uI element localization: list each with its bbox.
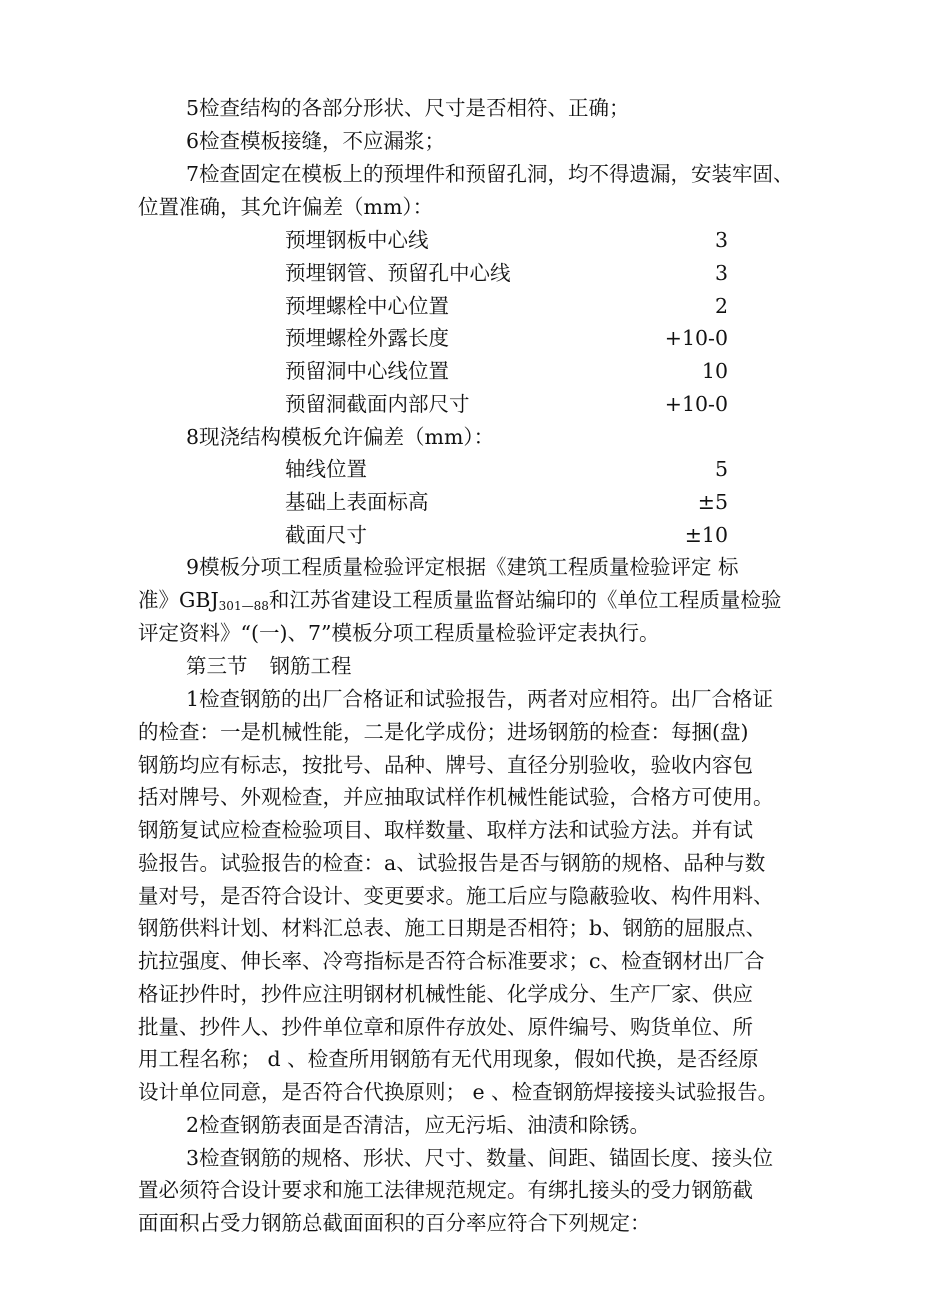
- rebar-paragraph-1-line: 量对号，是否符合设计、变更要求。施工后应与隐蔽验收、构件用料、: [138, 884, 774, 908]
- paragraph-item-5: 5检查结构的各部分形状、尺寸是否相符、正确；: [186, 96, 630, 120]
- rebar-paragraph-3-line: 3检查钢筋的规格、形状、尺寸、数量、间距、锚固长度、接头位: [186, 1146, 774, 1170]
- tolerance-label: 预埋钢板中心线: [285, 228, 429, 252]
- tolerance-value: 5: [714, 457, 728, 481]
- tolerance-label: 预埋螺栓中心位置: [285, 294, 449, 318]
- tolerance-value: 10: [701, 359, 728, 383]
- rebar-paragraph-1-line: 的检查：一是机械性能，二是化学成份；进场钢筋的检查：每捆(盘): [138, 720, 749, 744]
- section-title: 钢筋工程: [269, 654, 352, 678]
- rebar-paragraph-1-line: 钢筋均应有标志，按批号、品种、牌号、直径分别验收，验收内容包: [138, 753, 753, 777]
- rebar-paragraph-1-line: 抗拉强度、伸长率、冷弯指标是否符合标准要求；c、检查钢材出厂合: [138, 949, 765, 973]
- text-segment: 和江苏省建设工程质量监督站编印的《单位工程质量检验: [268, 588, 782, 612]
- rebar-paragraph-1-line: 钢筋供料计划、材料汇总表、施工日期是否相符；b、钢筋的屈服点、: [138, 916, 767, 940]
- paragraph-item-8: 8现浇结构模板允许偏差（mm）：: [186, 425, 495, 449]
- paragraph-item-7-line-1: 7检查固定在模板上的预埋件和预留孔洞，均不得遗漏，安装牢固、: [186, 162, 794, 186]
- tolerance-value: +10-0: [664, 392, 728, 416]
- paragraph-item-7-line-2: 位置准确，其允许偏差（mm）：: [138, 195, 434, 219]
- section-number: 第三节: [186, 654, 248, 678]
- tolerance-value: ±10: [684, 523, 728, 547]
- rebar-paragraph-3-line: 置必须符合设计要求和施工法律规范规定。有绑扎接头的受力钢筋截: [138, 1178, 753, 1202]
- tolerance-label: 截面尺寸: [285, 523, 367, 547]
- rebar-paragraph-1-line: 用工程名称； d 、检查所用钢筋有无代用现象，假如代换，是否经原: [138, 1047, 759, 1071]
- tolerance-label: 预留洞截面内部尺寸: [285, 392, 470, 416]
- tolerance-value: 3: [714, 228, 728, 252]
- rebar-paragraph-3-line: 面面积占受力钢筋总截面面积的百分率应符合下列规定：: [138, 1211, 651, 1235]
- tolerance-label: 预留洞中心线位置: [285, 359, 449, 383]
- tolerance-label: 预埋螺栓外露长度: [285, 326, 449, 350]
- tolerance-value: ±5: [697, 490, 728, 514]
- tolerance-label: 轴线位置: [285, 457, 367, 481]
- rebar-paragraph-1-line: 钢筋复试应检查检验项目、取样数量、取样方法和试验方法。并有试: [138, 818, 753, 842]
- standard-code-subscript: 301—88: [218, 599, 269, 613]
- rebar-paragraph-1-line: 1检查钢筋的出厂合格证和试验报告，两者对应相符。出厂合格证: [186, 687, 774, 711]
- rebar-paragraph-1-line: 批量、抄件人、抄件单位章和原件存放处、原件编号、购货单位、所: [138, 1015, 753, 1039]
- tolerance-value: 3: [714, 261, 728, 285]
- text-segment: 准》GBJ: [138, 588, 219, 612]
- paragraph-item-9-line-3: 评定资料》“(一)、7”模板分项工程质量检验评定表执行。: [138, 621, 660, 645]
- rebar-paragraph-1-line: 括对牌号、外观检查，并应抽取试样作机械性能试验，合格方可使用。: [138, 785, 774, 809]
- paragraph-item-6: 6检查模板接缝，不应漏浆；: [186, 129, 446, 153]
- rebar-paragraph-1-line: 设计单位同意，是否符合代换原则； e 、检查钢筋焊接接头试验报告。: [138, 1080, 779, 1104]
- rebar-paragraph-1-line: 验报告。试验报告的检查：a、试验报告是否与钢筋的规格、品种与数: [138, 851, 766, 875]
- tolerance-label: 预埋钢管、预留孔中心线: [285, 261, 511, 285]
- tolerance-value: 2: [714, 294, 728, 318]
- rebar-paragraph-1-line: 格证抄件时，抄件应注明钢材机械性能、化学成分、生产厂家、供应: [138, 982, 753, 1006]
- rebar-paragraph-2: 2检查钢筋表面是否清洁，应无污垢、油渍和除锈。: [186, 1113, 651, 1137]
- tolerance-value: +10-0: [664, 326, 728, 350]
- section-heading: [186, 650, 946, 683]
- paragraph-item-9-line-2: [138, 584, 898, 617]
- paragraph-item-9-line-1: 9模板分项工程质量检验评定根据《建筑工程质量检验评定 标: [186, 555, 739, 579]
- tolerance-label: 基础上表面标高: [285, 490, 429, 514]
